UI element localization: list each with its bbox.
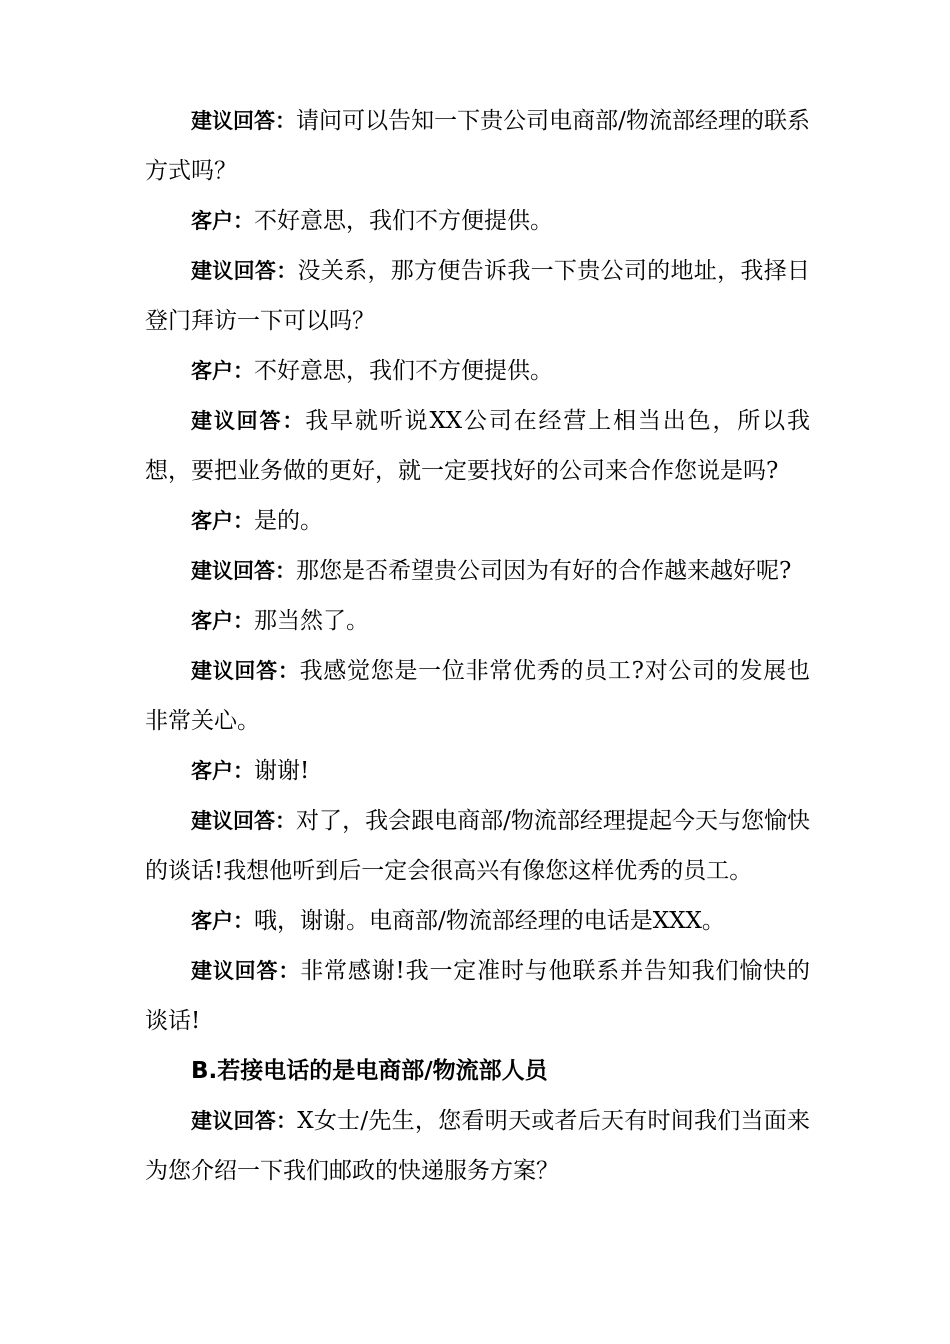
dialogue-line-advisor bbox=[145, 96, 810, 196]
speaker-label-advisor: 建议回答： bbox=[191, 809, 297, 833]
dialogue-line-advisor bbox=[145, 246, 810, 346]
dialogue-text: 哦，谢谢。电商部/物流部经理的电话是XXX。 bbox=[254, 908, 725, 934]
speaker-label-advisor: 建议回答： bbox=[191, 959, 301, 983]
speaker-label-advisor: 建议回答： bbox=[191, 409, 306, 433]
dialogue-text: 那当然了。 bbox=[254, 608, 369, 634]
dialogue-line-customer bbox=[145, 596, 810, 646]
dialogue-line-advisor bbox=[145, 546, 810, 596]
dialogue-text: 是的。 bbox=[254, 508, 323, 534]
dialogue-line-customer bbox=[145, 896, 810, 946]
dialogue-line-advisor bbox=[145, 796, 810, 896]
speaker-label-advisor: 建议回答： bbox=[191, 659, 300, 683]
dialogue-text: 谢谢! bbox=[254, 758, 310, 784]
dialogue-text: 不好意思，我们不方便提供。 bbox=[254, 358, 553, 384]
dialogue-line-customer bbox=[145, 196, 810, 246]
section-heading: B.若接电话的是电商部/物流部人员 bbox=[191, 1058, 548, 1084]
dialogue-text: 那您是否希望贵公司因为有好的合作越来越好呢? bbox=[296, 558, 792, 584]
dialogue-text: 对了，我会跟电商部/物流部经理提起今天与您愉快的谈话!我想他听到后一定会很高兴有像您这样优秀的员工。 bbox=[145, 808, 810, 884]
speaker-label-customer: 客户： bbox=[191, 609, 254, 633]
dialogue-line-advisor bbox=[145, 946, 810, 1046]
dialogue-line-advisor bbox=[145, 646, 810, 746]
speaker-label-customer: 客户： bbox=[191, 209, 254, 233]
speaker-label-advisor: 建议回答： bbox=[191, 1109, 298, 1133]
dialogue-line-customer bbox=[145, 746, 810, 796]
dialogue-text: 请问可以告知一下贵公司电商部/物流部经理的联系方式吗？ bbox=[145, 108, 810, 184]
dialogue-text: X女士/先生，您看明天或者后天有时间我们当面来为您介绍一下我们邮政的快递服务方案？ bbox=[145, 1108, 811, 1184]
dialogue-line-advisor bbox=[145, 1096, 810, 1196]
dialogue-text: 我感觉您是一位非常优秀的员工?对公司的发展也非常关心。 bbox=[145, 658, 810, 734]
speaker-label-customer: 客户： bbox=[191, 909, 254, 933]
dialogue-text: 我早就听说XX公司在经营上相当出色，所以我想，要把业务做的更好，就一定要找好的公司来合作您说是吗? bbox=[145, 408, 810, 484]
dialogue-line-customer bbox=[145, 496, 810, 546]
dialogue-line-customer bbox=[145, 346, 810, 396]
dialogue-line-advisor bbox=[145, 396, 810, 496]
speaker-label-customer: 客户： bbox=[191, 359, 254, 383]
speaker-label-advisor: 建议回答： bbox=[191, 259, 298, 283]
speaker-label-customer: 客户： bbox=[191, 509, 254, 533]
speaker-label-advisor: 建议回答： bbox=[191, 109, 297, 133]
dialogue-text: 非常感谢!我一定准时与他联系并告知我们愉快的谈话! bbox=[145, 958, 810, 1034]
speaker-label-advisor: 建议回答： bbox=[191, 559, 296, 583]
speaker-label-customer: 客户： bbox=[191, 759, 254, 783]
dialogue-text: 不好意思，我们不方便提供。 bbox=[254, 208, 553, 234]
dialogue-text: 没关系，那方便告诉我一下贵公司的地址，我择日登门拜访一下可以吗？ bbox=[145, 258, 811, 334]
